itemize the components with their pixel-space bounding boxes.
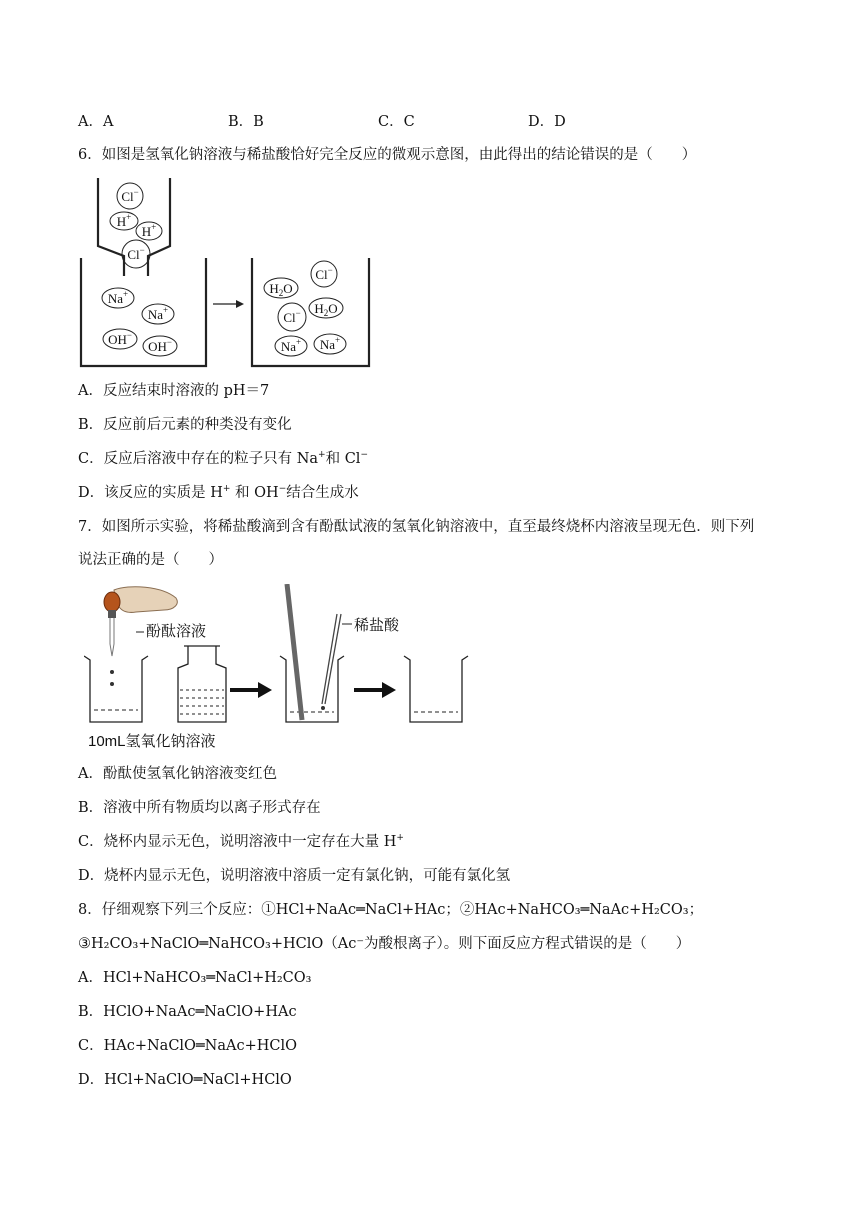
svg-text:H+: H+ (116, 212, 132, 229)
label-naoh: 10mL氢氧化钠溶液 (88, 733, 216, 750)
q5-option-d: D．D (528, 114, 566, 130)
svg-text:Na+: Na+ (280, 337, 302, 354)
q8-stem-line2: ③H₂CO₃+NaClO═NaHCO₃+HClO（Ac⁻为酸根离子）。则下面反应方程式错误的是（ ） (78, 936, 691, 952)
q6-stem: 6．如图是氢氧化钠溶液与稀盐酸恰好完全反应的微观示意图，由此得出的结论错误的是（ ） (78, 147, 697, 163)
reagent-bottle (178, 646, 226, 722)
q7-option-a: A．酚酞使氢氧化钠溶液变红色 (78, 766, 277, 782)
q8-option-a: A．HCl+NaHCO₃═NaCl+H₂CO₃ (78, 970, 312, 986)
reaction-arrow-icon (213, 300, 244, 308)
q7-option-c: C．烧杯内显示无色，说明溶液中一定存在大量 H+ (78, 833, 404, 850)
q5-option-c: C．C (378, 114, 415, 130)
label-phenolphthalein: 酚酞溶液 (146, 623, 207, 640)
q7-experiment-diagram (84, 584, 474, 752)
svg-text:Cl−: Cl− (315, 265, 333, 282)
q8-stem-line1: 8．仔细观察下列三个反应：①HCl+NaAc═NaCl+HAc；②HAc+NaHCO₃═NaAc+H₂CO₃； (78, 902, 704, 918)
svg-text:OH−: OH− (108, 330, 132, 347)
beaker-final (404, 656, 468, 722)
svg-text:Na+: Na+ (107, 289, 129, 306)
q7-option-d: D．烧杯内显示无色，说明溶液中溶质一定有氯化钠，可能有氯化氢 (78, 868, 511, 884)
q5-option-b: B．B (228, 114, 264, 130)
q5-option-a: A．A (78, 114, 114, 130)
svg-text:H+: H+ (141, 222, 157, 239)
ion-na-4 (314, 334, 346, 354)
q8-option-c: C．HAc+NaClO═NaAc+HClO (78, 1038, 298, 1054)
svg-text:Cl−: Cl− (121, 187, 139, 204)
ion-na-1 (102, 288, 134, 308)
ion-cl-4 (278, 303, 306, 331)
ion-na-3 (275, 336, 307, 356)
q7-option-b: B．溶液中所有物质均以离子形式存在 (78, 800, 321, 816)
q7-stem-line1: 7．如图所示实验，将稀盐酸滴到含有酚酞试液的氢氧化钠溶液中，直至最终烧杯内溶液呈现无色．则下列 (78, 519, 755, 535)
molecule-h2o-2 (309, 298, 343, 318)
svg-text:Cl−: Cl− (127, 245, 145, 262)
arrow-right-icon (230, 682, 272, 698)
left-beaker (81, 258, 206, 366)
ion-oh-2 (143, 336, 177, 356)
svg-text:Na+: Na+ (319, 335, 341, 352)
ion-oh-1 (103, 329, 137, 349)
q6-option-d: D．该反应的实质是 H+ 和 OH−结合生成水 (78, 484, 359, 501)
q8-option-b: B．HClO+NaAc═NaClO+HAc (78, 1004, 297, 1020)
svg-text:Cl−: Cl− (283, 308, 301, 325)
ion-cl-2 (122, 240, 150, 268)
beaker-with-rod (280, 584, 344, 722)
q6-option-a: A．反应结束时溶液的 pH＝7 (78, 383, 270, 399)
beaker-empty-1 (84, 656, 148, 722)
label-hcl: 稀盐酸 (354, 617, 400, 634)
molecule-h2o-1 (264, 278, 298, 298)
svg-text:Na+: Na+ (147, 305, 169, 322)
svg-text:H2O: $H_2O$ (269, 281, 293, 298)
q6-reaction-diagram (76, 176, 376, 370)
svg-text:OH−: OH− (148, 337, 172, 354)
ion-cl-3 (311, 261, 337, 287)
q6-option-b: B．反应前后元素的种类没有变化 (78, 417, 292, 433)
ion-na-2 (142, 304, 174, 324)
arrow-right-icon-2 (354, 682, 396, 698)
ion-h-1 (110, 212, 138, 230)
q6-option-c: C．反应后溶液中存在的粒子只有 Na+和 Cl− (78, 450, 368, 467)
ion-h-2 (136, 222, 162, 240)
ion-cl-1 (117, 183, 143, 209)
q8-option-d: D．HCl+NaClO═NaCl+HClO (78, 1072, 292, 1088)
q7-stem-line2: 说法正确的是（ ） (78, 552, 223, 568)
svg-text:H2O: $H_2O$ (314, 301, 338, 318)
